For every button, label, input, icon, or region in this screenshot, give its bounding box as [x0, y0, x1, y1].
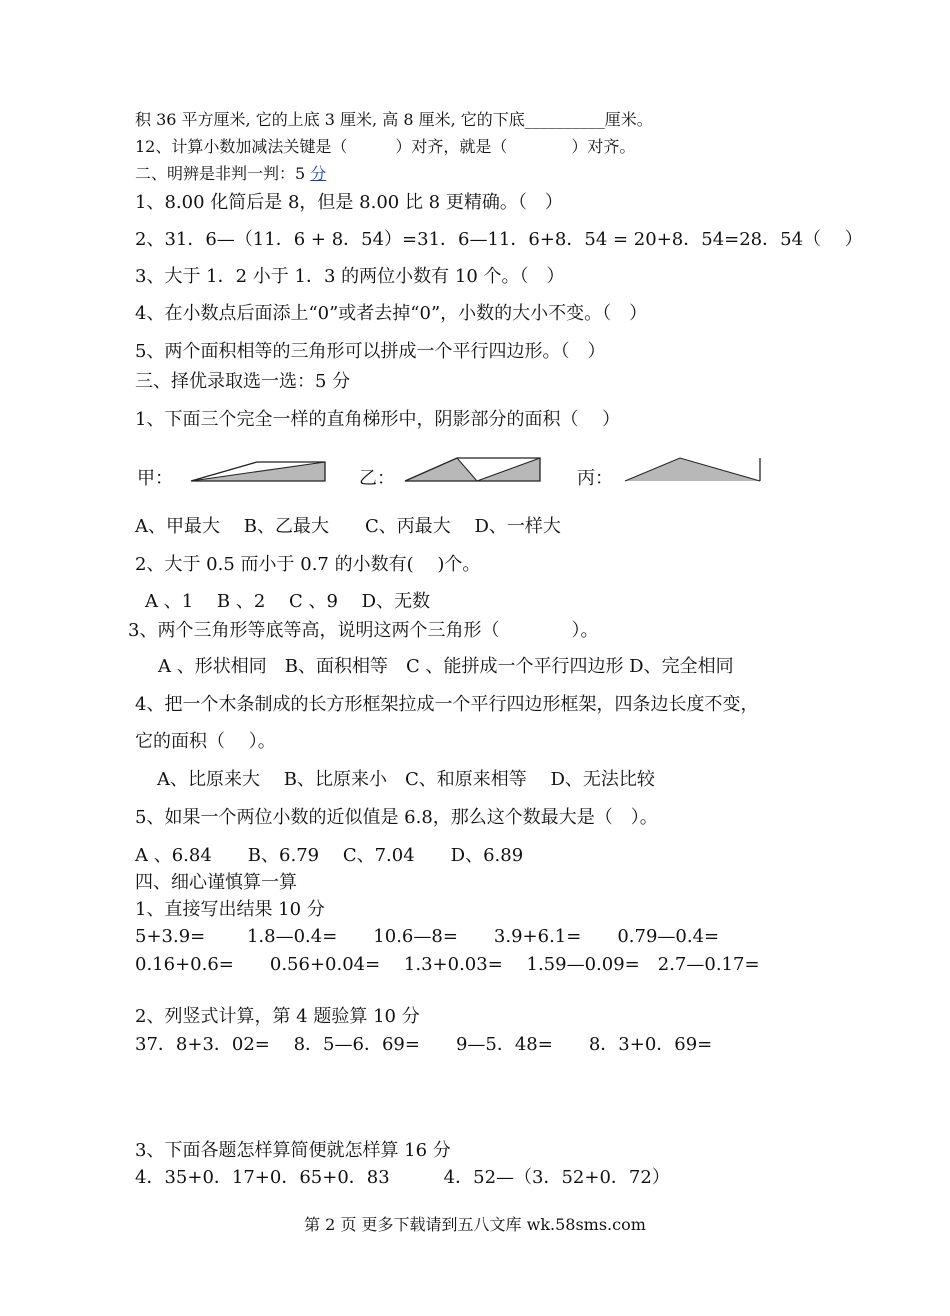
- choice-item-4: 4、把一个木条制成的长方形框架拉成一个平行四边形框架，四条边长度不变，: [135, 694, 759, 715]
- section-heading-4: 四、细心谨慎算一算: [135, 872, 297, 893]
- judge-item-4: 4、在小数点后面添上“0”或者去掉“0”，小数的大小不变。（ ）: [135, 303, 648, 324]
- trapezoid-yi: [405, 458, 540, 481]
- calc-heading-1: 1、直接写出结果 10 分: [135, 899, 325, 920]
- choice-item-2: 2、大于 0.5 而小于 0.7 的小数有( )个。: [135, 554, 481, 575]
- choice-item-3: 3、两个三角形等底等高，说明这两个三角形（ ）。: [128, 620, 599, 641]
- choice-item-4-cont: 它的面积（ ）。: [135, 731, 276, 752]
- section-heading-2: [135, 161, 326, 184]
- trapezoid-jia: [191, 462, 325, 481]
- choice-item-5: 5、如果一个两位小数的近似值是 6.8，那么这个数最大是（ ）。: [135, 807, 658, 828]
- choice-item-1: 1、下面三个完全一样的直角梯形中，阴影部分的面积（ ）: [135, 409, 621, 430]
- figure-label-jia: 甲：: [137, 468, 173, 489]
- calc-heading-2: 2、列竖式计算，第 4 题验算 10 分: [135, 1006, 420, 1027]
- judge-item-2: 2、31．6—（11．6 + 8．54）=31．6—11．6+8．54 = 20+8．54=28．54（ ）: [135, 229, 863, 250]
- judge-item-3: 3、大于 1．2 小于 1．3 的两位小数有 10 个。（ ）: [135, 266, 565, 287]
- text-line: 积 36 平方厘米, 它的上底 3 厘米, 高 8 厘米, 它的下底__________厘米。: [135, 110, 653, 129]
- choice-1-options: A、甲最大 B、乙最大 C、丙最大 D、一样大: [135, 516, 561, 537]
- calc-row-4: 4．35+0．17+0．65+0．83 4．52—（3．52+0．72）: [135, 1167, 670, 1188]
- section-heading-link[interactable]: 分: [310, 164, 327, 183]
- text-line: 12、计算小数加减法关键是（ ）对齐，就是（ ）对齐。: [135, 137, 636, 156]
- page-footer: 第 2 页 更多下载请到五八文库 wk.58sms.com: [304, 1215, 646, 1234]
- trapezoid-figure: [135, 450, 785, 495]
- calc-row-2: 0.16+0.6= 0.56+0.04= 1.3+0.03= 1.59—0.09= 2.7—0.17=: [135, 954, 760, 975]
- choice-5-options: A 、6.84 B、6.79 C、7.04 D、6.89: [135, 845, 524, 866]
- choice-2-options: A 、1 B 、2 C 、9 D、无数: [145, 591, 431, 612]
- section-heading-3: 三、择优录取选一选：5 分: [135, 371, 351, 392]
- calc-row-3: 37．8+3．02= 8．5—6．69= 9—5．48= 8．3+0．69=: [135, 1034, 713, 1055]
- calc-row-1: 5+3.9= 1.8—0.4= 10.6—8= 3.9+6.1= 0.79—0.4=: [135, 926, 720, 947]
- judge-item-5: 5、两个面积相等的三角形可以拼成一个平行四边形。（ ）: [135, 341, 606, 362]
- figure-label-bing: 丙：: [577, 468, 613, 489]
- choice-4-options: A、比原来大 B、比原来小 C、和原来相等 D、无法比较: [157, 769, 655, 790]
- trapezoid-drawings: [135, 450, 785, 495]
- section-heading-text: 二、明辨是非判一判：5: [135, 164, 311, 183]
- judge-item-1: 1、8.00 化简后是 8，但是 8.00 比 8 更精确。（ ）: [135, 192, 563, 213]
- calc-heading-3: 3、下面各题怎样算简便就怎样算 16 分: [135, 1140, 451, 1161]
- choice-3-options: A 、形状相同 B、面积相等 C 、能拼成一个平行四边形 D、完全相同: [158, 656, 734, 677]
- figure-label-yi: 乙：: [359, 468, 395, 489]
- trapezoid-bing: [625, 458, 760, 481]
